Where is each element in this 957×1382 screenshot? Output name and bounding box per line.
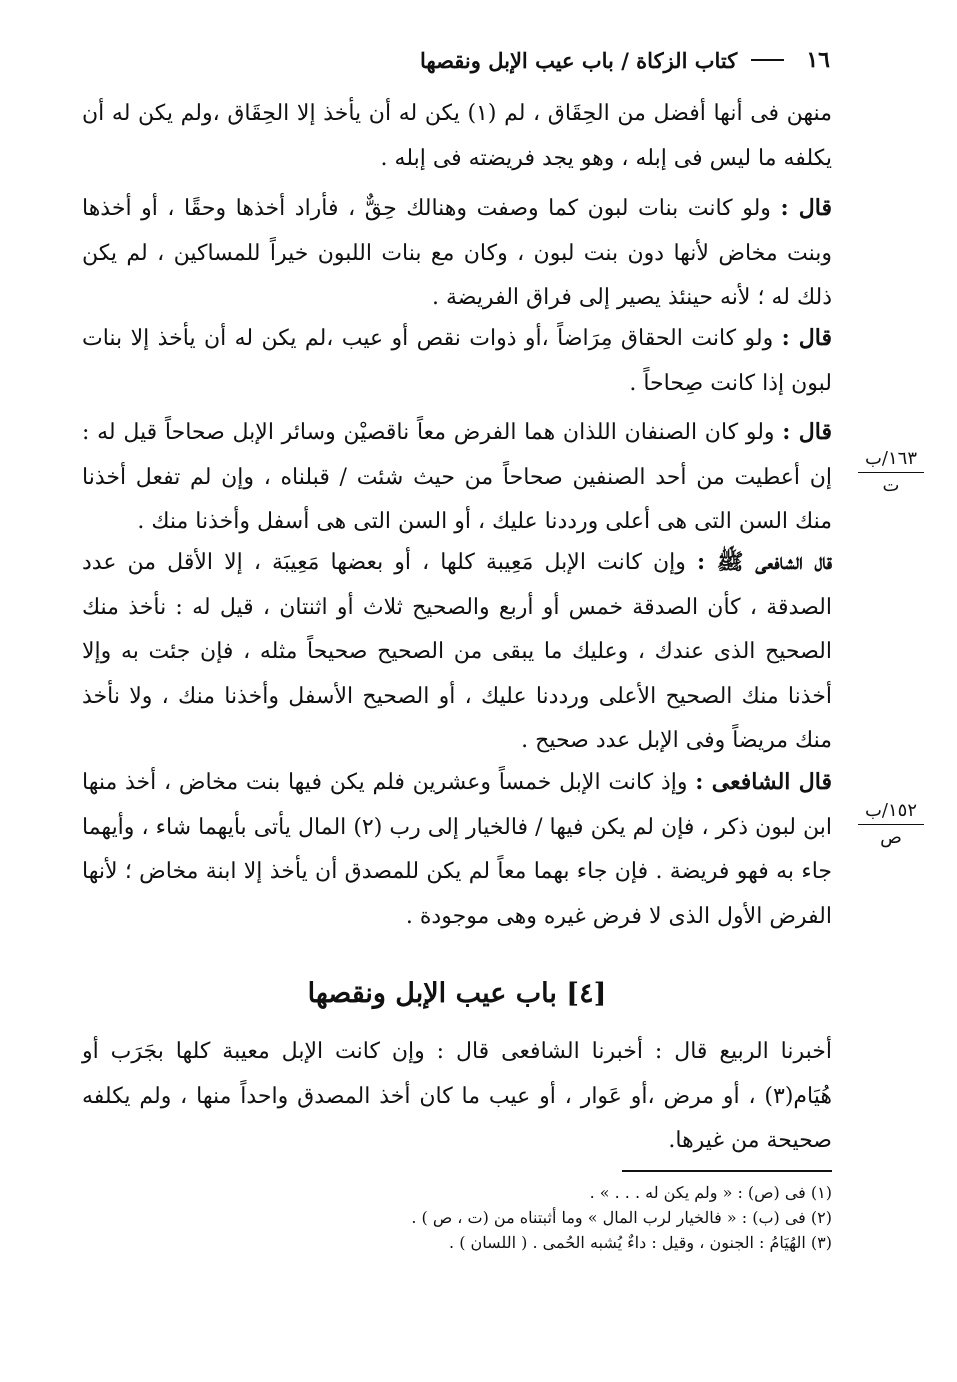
margin-note-manuscript-ref: ١٥٢/ب ص: [858, 800, 924, 849]
paragraph-4: قال : ولو كان الصنفان اللذان هما الفرض معاً ناقصيْن وسائر الإبل صحاحاً قيل له : إن أعطيت من أحد الصنفين صحاحاً من حيث شئت / قبلناه ، وإن لم تفعل أخذنا منك السن التى هى أعلى ورددنا عليك ، أو السن التى هى أسفل وأخذنا منك .: [82, 419, 832, 534]
margin-note-rule: [858, 824, 924, 825]
footnote: (١) فى (ص) : « ولم يكن له . . . » .: [589, 1183, 832, 1202]
running-title: كتاب الزكاة / باب عيب الإبل ونقصها: [420, 47, 738, 73]
paragraph-2: قال : ولو كانت بنات لبون كما وصفت وهنالك حِقٌّ ، فأراد أخذها وحقًا ، أو أخذها وبنت مخاض لأنها دون بنت لبون ، وكان مع بنات اللبون خيراً للمساكين ، لم يكن ذلك له ؛ لأنه حينئذ يصير إلى فراق الفريضة .: [82, 195, 832, 310]
footnotes: [300, 1180, 832, 1255]
paragraph-5: قال الشافعى ﷺ : وإن كانت الإبل مَعِيبة كلها ، أو بعضها مَعِيبَة ، إلا الأقل من عدد الصدقة ، كأن الصدقة خمس أو أربع والصحيح ثلاث أو اثنتان ، قيل له : نأخذ منك الصحيح الذى عندك ، وعليك ما يبقى من الصحيح صحيحاً مثله ، فإن جئت به وإلا أخذنا منك الصحيح الأعلى ورددنا عليك ، أو الصحيح الأسفل وأخذنا منك ، ولا نأخذ منك مريضاً وفى الإبل عدد صحيح .: [82, 549, 832, 753]
footnote: (٢) فى (ب) : « فالخيار لرب المال » وما أثبتناه من (ت ، ص ) .: [411, 1208, 832, 1227]
paragraph-lead: قال الشافعى ﷺ :: [697, 549, 832, 575]
paragraph-lead: قال :: [780, 195, 832, 221]
page-number: ١٦: [806, 47, 830, 73]
paragraph-lead: قال :: [781, 325, 832, 351]
header-rule: [751, 59, 784, 61]
page-header: [420, 40, 830, 80]
section-heading: [٤] باب عيب الإبل ونقصها: [307, 978, 607, 1009]
margin-note-rule: [858, 472, 924, 473]
paragraph-lead: قال الشافعى :: [695, 769, 832, 795]
paragraph-6: قال الشافعى : وإذ كانت الإبل خمساً وعشرين فلم يكن فيها بنت مخاض ، أخذ منها ابن لبون ذكر ، فإن لم يكن فيها / فالخيار إلى رب (٢) المال يأتى بأيهما شاء ، وأيهما جاء به فهو فريضة . فإن جاء بهما معاً لم يكن للمصدق أن يأخذ إلا ابنة مخاض ؛ لأنها الفرض الأول الذى لا فرض غيره وهى موجودة .: [82, 769, 832, 929]
paragraph-3: قال : ولو كانت الحقاق مِرَاضاً ،أو ذوات نقص أو عيب ،لم يكن له أن يأخذ إلا بنات لبون إذا كانت صِحاحاً .: [82, 325, 832, 396]
margin-note-manuscript-ref: ١٦٣/ب ت: [858, 448, 924, 497]
footnote: (٣) الهُيَامُ : الجنون ، وقيل : داءٌ يُشبه الحُمى . ( اللسان ) .: [449, 1233, 832, 1252]
paragraph-1: منهن فى أنها أفضل من الحِقَاق ، لم (١) يكن له أن يأخذ إلا الحِقَاق ،ولم يكن له أن يكلفه ما ليس فى إبله ، وهو يجد فريضته فى إبله .: [82, 101, 832, 171]
footnote-separator: [622, 1170, 832, 1172]
section-paragraph: أخبرنا الربيع قال : أخبرنا الشافعى قال : وإن كانت الإبل معيبة كلها بجَرَب أو هُيَام(٣) ، أو مرض ،أو عَوار ، أو عيب ما كان أخذ المصدق واحداً منها ، ولم يكلفه صحيحة من غيرها.: [82, 1039, 832, 1153]
paragraph-lead: قال :: [782, 419, 832, 445]
